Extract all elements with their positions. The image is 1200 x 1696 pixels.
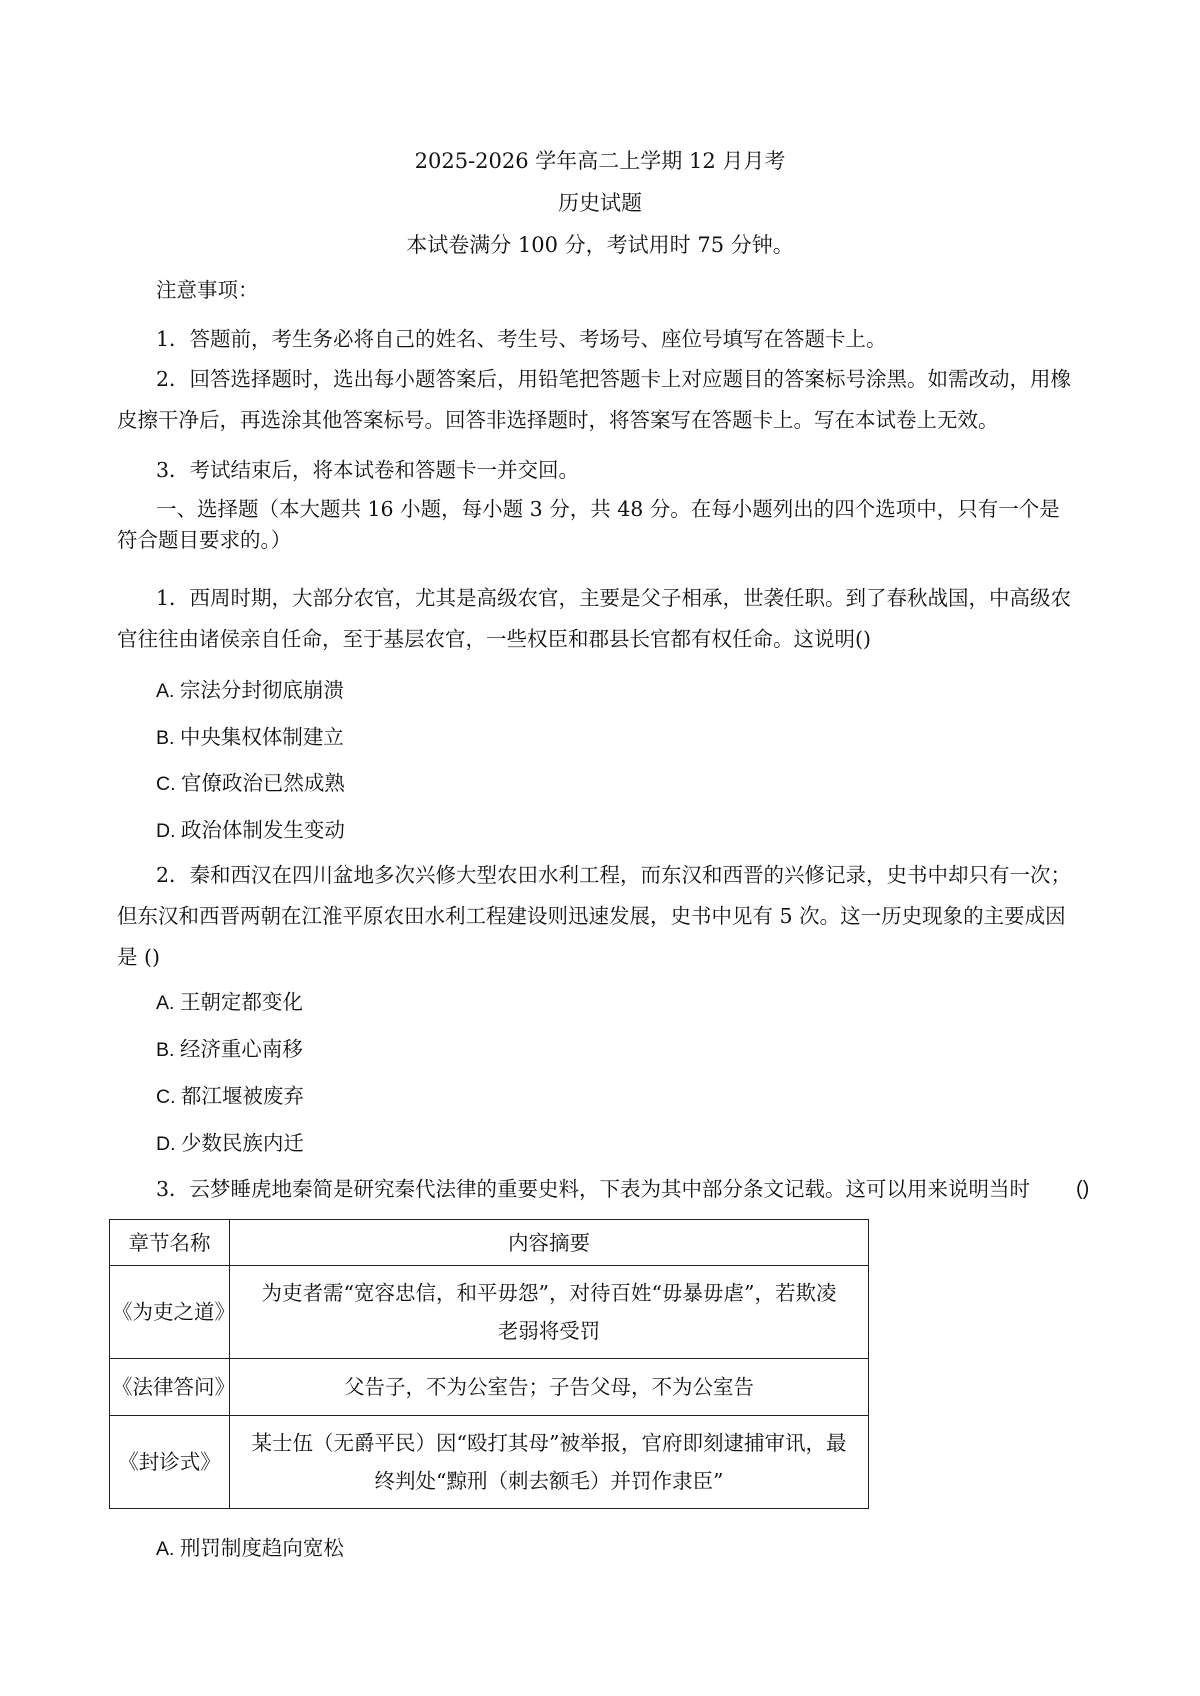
question-2-line-2: 但东汉和西晋两朝在江淮平原农田水利工程建设则迅速发展，史书中见有 5 次。这一历史现象的主要成因 (117, 904, 1066, 928)
question-3-line-1: 3．云梦睡虎地秦简是研究秦代法律的重要史料，下表为其中部分条文记载。这可以用来说明当时 (156, 1177, 1031, 1201)
summary-line: 为吏者需“宽容忠信，和平毋怨”，对待百姓“毋暴毋虐”，若欺凌 (261, 1281, 837, 1305)
question-2-option-d[interactable] (156, 1128, 304, 1159)
table-cell-chapter: 《封诊式》 (110, 1416, 230, 1509)
question-2-option-a[interactable] (156, 987, 303, 1018)
summary-line: 终判处“黥刑（刺去额毛）并罚作隶臣” (374, 1469, 724, 1493)
option-text: 王朝定都变化 (179, 990, 303, 1014)
subject-title: 历史试题 (558, 191, 642, 215)
question-2-option-b[interactable] (156, 1034, 303, 1065)
option-text: 少数民族内迁 (180, 1131, 304, 1155)
option-text: 刑罚制度趋向宽松 (179, 1536, 344, 1560)
table-header-summary: 内容摘要 (230, 1220, 869, 1266)
question-1-option-a[interactable] (156, 675, 344, 706)
table-row (110, 1416, 869, 1509)
summary-line: 某士伍（无爵平民）因“殴打其母”被举报，官府即刻逮捕审讯，最 (251, 1431, 847, 1455)
option-letter: A. (156, 992, 180, 1014)
table-cell-chapter: 《为吏之道》 (110, 1266, 230, 1359)
option-letter: C. (156, 773, 181, 795)
option-text: 官僚政治已然成熟 (180, 771, 345, 795)
table-cell-summary (230, 1359, 869, 1416)
notes-item-3: 3．考试结束后，将本试卷和答题卡一并交回。 (156, 458, 580, 482)
exam-info: 本试卷满分 100 分，考试用时 75 分钟。 (406, 233, 794, 257)
option-letter: B. (156, 1039, 180, 1061)
option-letter: B. (156, 727, 180, 749)
option-text: 宗法分封彻底崩溃 (179, 678, 344, 702)
section-1-line-1: 一、选择题（本大题共 16 小题，每小题 3 分，共 48 分。在每小题列出的四个选项中，只有一个是 (156, 497, 1060, 521)
question-1-option-b[interactable] (156, 722, 344, 753)
question-1-line-1: 1．西周时期，大部分农官，尤其是高级农官，主要是父子相承，世袭任职。到了春秋战国，中高级农 (156, 586, 1072, 610)
table-cell-chapter: 《法律答问》 (110, 1359, 230, 1416)
question-2-line-3: 是 () (117, 945, 161, 969)
summary-line: 父告子，不为公室告；子告父母，不为公室告 (344, 1375, 754, 1399)
option-letter: A. (156, 680, 180, 702)
question-2-line-1: 2．秦和西汉在四川盆地多次兴修大型农田水利工程，而东汉和西晋的兴修记录，史书中却只有一次； (156, 863, 1072, 887)
notes-item-2-line-2: 皮擦干净后，再选涂其他答案标号。回答非选择题时，将答案写在答题卡上。写在本试卷上无效。 (117, 408, 999, 432)
table-row (110, 1266, 869, 1359)
section-1-line-2: 符合题目要求的。） (117, 528, 292, 552)
question-1-option-c[interactable] (156, 768, 345, 799)
notes-item-1: 1．答题前，考生务必将自己的姓名、考生号、考场号、座位号填写在答题卡上。 (156, 327, 887, 351)
table-cell-summary (230, 1416, 869, 1509)
table-header-chapter: 章节名称 (110, 1220, 230, 1266)
question-1-line-2: 官往往由诸侯亲自任命，至于基层农官，一些权臣和郡县长官都有权任命。这说明() (117, 627, 871, 651)
qin-law-table (109, 1219, 869, 1509)
question-1-option-d[interactable] (156, 815, 345, 846)
option-letter: A. (156, 1538, 180, 1560)
question-2-option-c[interactable] (156, 1081, 304, 1112)
question-3-option-a[interactable] (156, 1533, 344, 1564)
summary-line: 老弱将受罚 (497, 1319, 601, 1343)
option-text: 政治体制发生变动 (180, 818, 345, 842)
notes-heading: 注意事项： (156, 278, 259, 302)
exam-title: 2025-2026 学年高二上学期 12 月月考 (414, 149, 786, 173)
question-3-answer-paren: () (1076, 1178, 1090, 1200)
table-row (110, 1359, 869, 1416)
option-letter: C. (156, 1086, 181, 1108)
option-letter: D. (156, 820, 181, 842)
option-text: 经济重心南移 (179, 1037, 303, 1061)
notes-item-2-line-1: 2．回答选择题时，选出每小题答案后，用铅笔把答题卡上对应题目的答案标号涂黑。如需改动，用橡 (156, 367, 1072, 391)
table-cell-summary (230, 1266, 869, 1359)
option-text: 都江堰被废弃 (180, 1084, 304, 1108)
table-header-row (110, 1220, 869, 1266)
option-letter: D. (156, 1133, 181, 1155)
option-text: 中央集权体制建立 (179, 725, 344, 749)
